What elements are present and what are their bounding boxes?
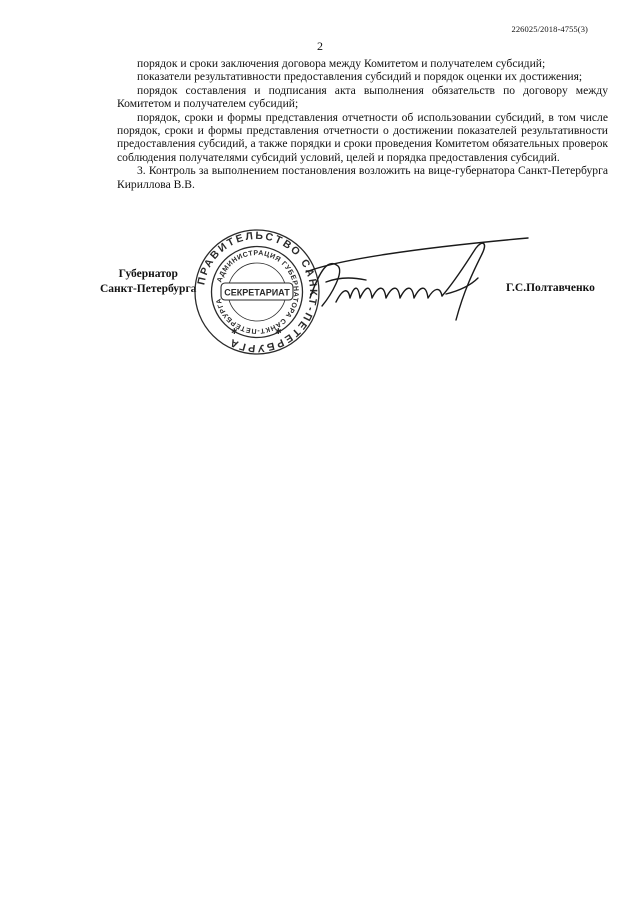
signer-title-line1: Губернатор: [118, 268, 178, 280]
document-number: 226025/2018-4755(3): [511, 24, 588, 34]
document-body: [117, 57, 608, 191]
svg-text:✱: ✱: [275, 327, 282, 336]
paragraph-contract-terms: порядок и сроки заключения договора между Комитетом и получателем субсидий;: [137, 57, 546, 70]
page-number: 2: [317, 39, 323, 53]
stamp-inner-text: АДМИНИСТРАЦИЯ ГУБЕРНАТОРА САНКТ-ПЕТЕРБУРГА: [215, 249, 300, 335]
paragraph-performance-indicators: показатели результативности предоставления субсидий и порядок оценки их достижения;: [137, 70, 583, 84]
svg-text:✱: ✱: [231, 327, 238, 336]
handwritten-signature-icon: [296, 220, 536, 324]
paragraph-control: 3. Контроль за выполнением постановления возложить на вице-губернатора Санкт-Петербурга Кириллова В.В.: [117, 164, 608, 191]
paragraph-act-procedure: порядок составления и подписания акта выполнения обязательств по договору между Комитетом и получателем субсидий;: [117, 83, 608, 111]
stamp-center-text: СЕКРЕТАРИАТ: [224, 287, 290, 298]
stamp-outer-text: ПРАВИТЕЛЬСТВО САНКТ-ПЕТЕРБУРГА: [195, 229, 320, 355]
signer-title: [100, 267, 196, 296]
signer-title-line2: Санкт-Петербурга: [100, 282, 197, 295]
signer-name: Г.С.Полтавченко: [506, 282, 595, 294]
paragraph-reporting: порядок, сроки и формы представления отчетности об использовании субсидий, в том числе порядок, сроки и формы представления отчетности о достижении показателей результативности предоставления субсидий, а также порядки и сроки проведения Комитетом обязательных проверок соблюдения получателями субсидий условий, целей и порядка предоставления субсидий.: [117, 110, 608, 164]
